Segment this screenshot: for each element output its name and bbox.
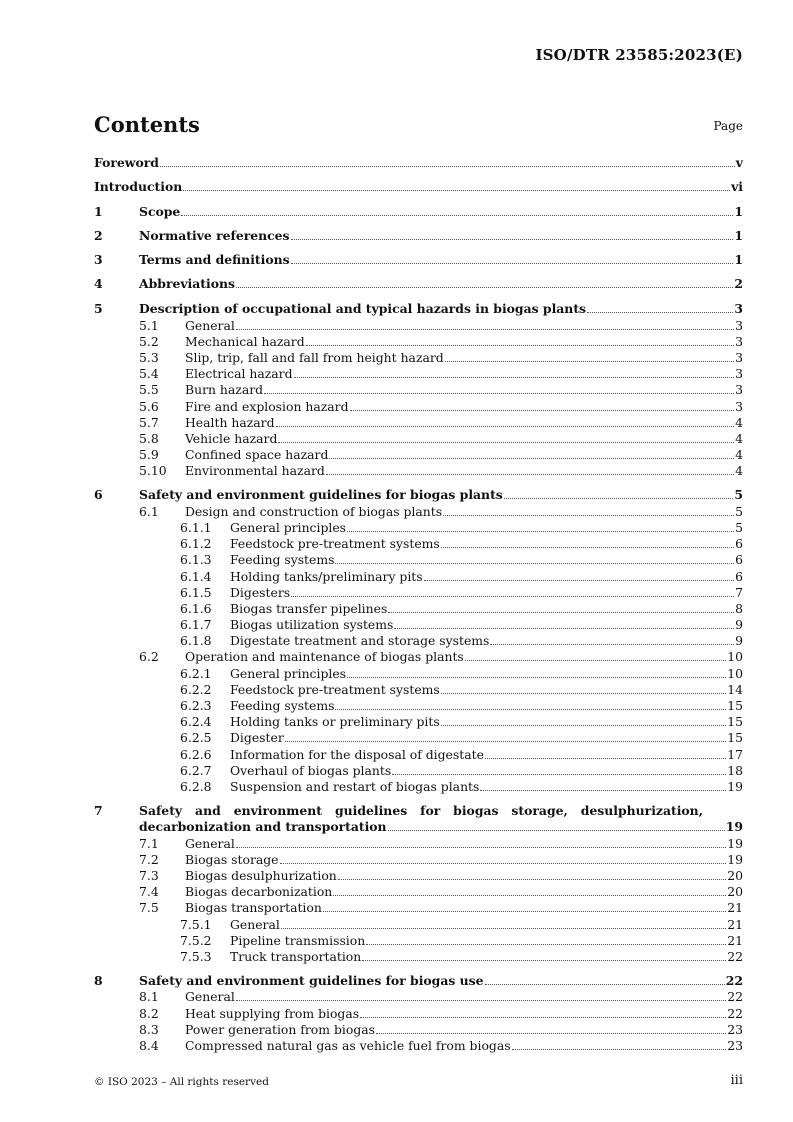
toc-entry[interactable] (94, 504, 743, 520)
dot-leader (504, 497, 734, 499)
toc-entry-page: 1 (734, 227, 743, 243)
toc-entry-number: 6.2.3 (180, 698, 212, 713)
toc-entry-title: Feedstock pre-treatment systems (230, 536, 440, 552)
toc-entry[interactable] (94, 463, 743, 479)
toc-entry-title: General (230, 916, 280, 932)
toc-entry[interactable] (94, 1022, 743, 1038)
toc-entry-page: 23 (727, 1037, 743, 1053)
dot-leader (490, 643, 734, 645)
toc-entry[interactable] (94, 666, 743, 682)
toc-entry-title: Feeding systems (230, 698, 335, 713)
toc-entry-page: 3 (735, 349, 743, 365)
toc-entry-title: Heat supplying from biogas (185, 1005, 360, 1021)
dot-leader (335, 708, 726, 710)
dot-leader (323, 910, 726, 912)
toc-entry-page: 15 (727, 730, 743, 746)
toc-entry-page: 1 (734, 252, 743, 268)
dot-leader (291, 262, 734, 264)
toc-entry[interactable] (94, 447, 743, 463)
toc-entry-page: 5 (735, 503, 743, 519)
page-title: Contents (94, 112, 200, 137)
toc-entry[interactable] (94, 431, 743, 447)
toc-entry-title: Compressed natural gas as vehicle fuel from biogas (185, 1037, 511, 1053)
toc-entry-title: General (185, 317, 235, 333)
dot-leader (326, 473, 734, 475)
toc-entry-number: 5.6 (139, 398, 159, 414)
toc-entry-number: 6.1.6 (180, 600, 212, 616)
dot-leader (441, 724, 726, 726)
toc-entry-title: Operation and maintenance of biogas plants (185, 649, 464, 665)
toc-entry[interactable] (94, 819, 743, 836)
toc-entry-number: 6.2.2 (180, 681, 212, 697)
dot-leader (512, 1048, 727, 1050)
toc-entry-title: General principles (230, 665, 347, 681)
toc-entry[interactable] (94, 204, 743, 221)
toc-entry[interactable] (94, 252, 743, 269)
toc-entry-number: 6.2.5 (180, 730, 212, 746)
toc-entry[interactable] (94, 520, 743, 536)
dot-leader (465, 659, 726, 661)
toc-entry-page: 2 (734, 276, 743, 292)
toc-entry[interactable] (94, 536, 743, 552)
toc-entry-page: 4 (735, 430, 743, 446)
toc-entry-title: Biogas transfer pipelines (230, 600, 388, 616)
copyright-notice: © ISO 2023 – All rights reserved (94, 1076, 269, 1088)
toc-entry-page: 4 (735, 447, 743, 463)
toc-entry-page: 22 (725, 972, 743, 988)
toc-entry-page: 5 (735, 519, 743, 535)
toc-entry-title: Digesters (230, 584, 291, 600)
toc-entry[interactable] (94, 1006, 743, 1022)
toc-entry-title: Mechanical hazard (185, 333, 305, 349)
dot-leader (335, 562, 734, 564)
toc-entry[interactable] (94, 334, 743, 350)
toc-entry[interactable] (94, 350, 743, 366)
toc-entry-title: Feedstock pre-treatment systems (230, 681, 440, 697)
toc-entry-number: 1 (94, 203, 103, 219)
toc-entry-page: 6 (735, 536, 743, 552)
toc-entry-title: Power generation from biogas (185, 1021, 375, 1037)
toc-entry-number: 7.5.3 (180, 948, 212, 964)
toc-entry-page: v (735, 155, 743, 170)
toc-entry-page: 3 (735, 382, 743, 398)
dot-leader (294, 376, 735, 378)
dot-leader (181, 214, 733, 216)
toc-entry[interactable] (94, 633, 743, 649)
toc-entry-number: 6.1.3 (180, 552, 212, 568)
dot-leader (264, 392, 734, 394)
toc-entry[interactable] (94, 552, 743, 568)
toc-entry-title: Environmental hazard (185, 463, 325, 479)
toc-entry[interactable] (94, 382, 743, 398)
toc-entry-page: 22 (727, 948, 743, 964)
toc-entry-page: 9 (735, 633, 743, 649)
dot-leader (485, 757, 726, 759)
toc-entry[interactable] (94, 989, 743, 1005)
toc-entry[interactable] (94, 779, 743, 795)
toc-entry-number: 5.4 (139, 366, 159, 382)
toc-entry-title: General (185, 989, 235, 1005)
dot-leader (306, 344, 734, 346)
dot-leader (360, 1016, 726, 1018)
toc-entry-page: 17 (727, 746, 743, 762)
toc-entry-page: 20 (727, 867, 743, 883)
toc-entry-number: 6.1 (139, 503, 159, 519)
toc-entry-heading-line[interactable] (94, 803, 743, 819)
toc-entry-page: 21 (727, 900, 743, 916)
toc-entry-title: Biogas storage (185, 851, 279, 867)
dot-leader (285, 740, 726, 742)
toc-entry-title: Truck transportation (230, 948, 362, 964)
toc-entry-number: 6.1.8 (180, 633, 212, 649)
toc-entry-number: 8.3 (139, 1021, 159, 1037)
toc-entry-title: Abbreviations (139, 276, 235, 292)
page-column-label: Page (713, 119, 743, 133)
toc-entry-page: 9 (735, 617, 743, 633)
toc-entry-page: 19 (727, 835, 743, 851)
toc-entry-page: 15 (727, 714, 743, 730)
toc-entry-page: 20 (727, 884, 743, 900)
toc-entry-title: Slip, trip, fall and fall from height hazard (185, 349, 444, 365)
toc-entry-number: 6.1.1 (180, 519, 212, 535)
toc-entry-title: Fire and explosion hazard (185, 398, 349, 414)
toc-entry-number: 6.2.7 (180, 762, 212, 778)
toc-entry-page: 3 (735, 333, 743, 349)
toc-entry-title: Vehicle hazard (185, 430, 278, 446)
toc-entry-page: 22 (727, 989, 743, 1005)
toc-entry-page: 7 (735, 584, 743, 600)
toc-entry-number: 7.4 (139, 884, 159, 900)
document-id: ISO/DTR 23585:2023(E) (535, 46, 743, 64)
toc-entry-page: 22 (727, 1005, 743, 1021)
toc-entry[interactable] (94, 228, 743, 245)
toc-entry[interactable] (94, 569, 743, 585)
toc-entry-number: 6.2.4 (180, 714, 212, 730)
dot-leader (333, 894, 726, 896)
toc-entry-title: Suspension and restart of biogas plants (230, 778, 480, 794)
toc-entry-number: 5.1 (139, 317, 159, 333)
toc-entry-page: 3 (734, 300, 743, 316)
toc-entry-page: 3 (735, 398, 743, 414)
toc-entry-page: vi (731, 179, 743, 195)
toc-entry-number: 5.9 (139, 447, 159, 463)
toc-entry-number: 6.2 (139, 649, 159, 665)
dot-leader (276, 425, 735, 427)
toc-entry-page: 18 (727, 762, 743, 778)
dot-leader (291, 595, 734, 597)
dot-leader (183, 189, 730, 191)
toc-entry-number: 6.2.6 (180, 746, 212, 762)
toc-entry[interactable] (94, 415, 743, 431)
dot-leader (388, 829, 725, 831)
toc-entry[interactable] (94, 763, 743, 779)
dot-leader (160, 165, 735, 167)
dot-leader (278, 441, 734, 443)
toc-entry[interactable] (94, 179, 743, 196)
toc-entry[interactable] (94, 868, 743, 884)
table-of-contents (94, 155, 743, 1054)
dot-leader (329, 457, 734, 459)
toc-entry-page: 6 (735, 568, 743, 584)
toc-entry-number: 5.10 (139, 463, 167, 479)
toc-entry-title: Biogas desulphurization (185, 867, 337, 883)
toc-entry[interactable] (94, 917, 743, 933)
toc-entry[interactable] (94, 601, 743, 617)
toc-entry-title: Normative references (139, 227, 290, 243)
toc-entry[interactable] (94, 900, 743, 916)
dot-leader (376, 1032, 726, 1034)
toc-entry-page: 19 (725, 818, 743, 834)
toc-entry[interactable] (94, 933, 743, 949)
toc-entry-page: 21 (727, 916, 743, 932)
dot-leader (291, 238, 734, 240)
toc-entry-page: 19 (727, 778, 743, 794)
dot-leader (366, 943, 726, 945)
dot-leader (362, 959, 726, 961)
dot-leader (394, 627, 734, 629)
toc-entry-page: 4 (735, 463, 743, 479)
dot-leader (281, 927, 726, 929)
dot-leader (441, 546, 734, 548)
toc-entry[interactable] (94, 714, 743, 730)
toc-entry-number: 6.2.1 (180, 665, 212, 681)
toc-entry-page: 10 (727, 649, 743, 665)
toc-entry-number: 6.1.4 (180, 568, 212, 584)
toc-entry[interactable] (94, 155, 743, 172)
toc-entry-title: General (185, 835, 235, 851)
dot-leader (424, 579, 734, 581)
toc-entry-number: 7.5.2 (180, 932, 212, 948)
toc-entry-number: 8 (94, 972, 103, 988)
toc-entry-title: Scope (139, 203, 181, 219)
toc-entry[interactable] (94, 487, 743, 504)
toc-entry-title: Pipeline transmission (230, 932, 366, 948)
toc-entry-number: 5.2 (139, 333, 159, 349)
toc-entry-number: 5.3 (139, 349, 159, 365)
dot-leader (480, 789, 726, 791)
toc-entry-title: Burn hazard (185, 382, 264, 398)
toc-entry[interactable] (94, 884, 743, 900)
toc-entry-title: Biogas utilization systems (230, 617, 394, 633)
toc-entry-title: Description of occupational and typical hazards in biogas plants (139, 300, 587, 316)
toc-entry-number: 7.2 (139, 851, 159, 867)
toc-entry-number: 8.2 (139, 1005, 159, 1021)
toc-entry-page: 23 (727, 1021, 743, 1037)
dot-leader (338, 878, 726, 880)
toc-entry[interactable] (94, 649, 743, 665)
toc-entry-title: Safety and environment guidelines for biogas storage, desulphurization, (139, 802, 703, 818)
toc-entry[interactable] (94, 682, 743, 698)
toc-entry-number: 4 (94, 276, 103, 292)
dot-leader (392, 773, 726, 775)
toc-entry[interactable] (94, 730, 743, 746)
dot-leader (236, 999, 726, 1001)
toc-entry-page: 5 (734, 486, 743, 502)
toc-entry[interactable] (94, 836, 743, 852)
toc-entry-number: 3 (94, 252, 103, 268)
toc-entry-title: Digestate treatment and storage systems (230, 633, 490, 649)
toc-entry[interactable] (94, 617, 743, 633)
dot-leader (347, 530, 734, 532)
toc-entry-page: 21 (727, 932, 743, 948)
toc-entry-number: 5 (94, 300, 103, 316)
toc-entry-title: Safety and environment guidelines for biogas plants (139, 486, 503, 502)
toc-entry[interactable] (94, 747, 743, 763)
toc-entry-number: 7.5.1 (180, 916, 212, 932)
toc-entry-number: 7.3 (139, 867, 159, 883)
toc-entry-page: 15 (727, 698, 743, 713)
dot-leader (388, 611, 734, 613)
toc-entry-title: Biogas decarbonization (185, 884, 333, 900)
toc-entry-page: 8 (735, 600, 743, 616)
toc-entry-title: Health hazard (185, 414, 275, 430)
dot-leader (280, 862, 727, 864)
toc-entry-title: Terms and definitions (139, 252, 290, 268)
toc-entry-number: 6.2.8 (180, 778, 212, 794)
toc-entry-number: 7 (94, 802, 103, 818)
toc-entry[interactable] (94, 1038, 743, 1054)
toc-entry-number: 6.1.2 (180, 536, 212, 552)
dot-leader (443, 514, 734, 516)
toc-entry[interactable] (94, 301, 743, 318)
dot-leader (347, 676, 726, 678)
toc-entry-number: 2 (94, 227, 103, 243)
toc-entry-page: 3 (735, 317, 743, 333)
toc-entry-title: Electrical hazard (185, 366, 293, 382)
toc-entry-number: 8.4 (139, 1037, 159, 1053)
toc-entry-title: Design and construction of biogas plants (185, 503, 443, 519)
toc-entry-title: General principles (230, 519, 347, 535)
toc-entry-title: decarbonization and transportation (139, 818, 387, 834)
toc-entry-title: Digester (230, 730, 284, 746)
toc-entry-number: 5.8 (139, 430, 159, 446)
toc-entry[interactable] (94, 366, 743, 382)
toc-entry[interactable] (94, 698, 743, 714)
toc-entry-page: 6 (735, 552, 743, 568)
toc-entry[interactable] (94, 949, 743, 965)
dot-leader (445, 360, 734, 362)
toc-entry-number: 6.1.7 (180, 617, 212, 633)
toc-entry-number: 6 (94, 486, 103, 502)
toc-entry-page: 14 (727, 681, 743, 697)
toc-entry-number: 6.1.5 (180, 584, 212, 600)
toc-entry-number: 7.1 (139, 835, 159, 851)
toc-entry-number: 5.7 (139, 414, 159, 430)
toc-entry[interactable] (94, 852, 743, 868)
toc-entry-title: Holding tanks or preliminary pits (230, 714, 440, 730)
toc-entry-title: Feeding systems (230, 552, 335, 568)
toc-entry-number: 5.5 (139, 382, 159, 398)
toc-entry-page: 19 (727, 851, 743, 867)
page-number: iii (730, 1073, 743, 1088)
toc-entry[interactable] (94, 276, 743, 293)
toc-entry[interactable] (94, 399, 743, 415)
toc-entry-page: 10 (727, 665, 743, 681)
toc-entry-number: 8.1 (139, 989, 159, 1005)
toc-entry-title: Introduction (94, 179, 183, 195)
toc-entry-title: Biogas transportation (185, 900, 322, 916)
toc-entry[interactable] (94, 318, 743, 334)
toc-entry-number: 7.5 (139, 900, 159, 916)
toc-entry-title: Information for the disposal of digestate (230, 746, 484, 762)
toc-entry-title: Foreword (94, 155, 159, 170)
dot-leader (236, 328, 734, 330)
dot-leader (587, 311, 733, 313)
dot-leader (485, 983, 725, 985)
toc-entry-title: Confined space hazard (185, 447, 329, 463)
dot-leader (236, 846, 726, 848)
toc-entry-title: Overhaul of biogas plants (230, 762, 392, 778)
toc-entry-page: 1 (734, 203, 743, 219)
toc-entry[interactable] (94, 585, 743, 601)
toc-entry-title: Safety and environment guidelines for biogas use (139, 972, 484, 988)
toc-entry-title: Holding tanks/preliminary pits (230, 568, 423, 584)
toc-entry-page: 3 (735, 366, 743, 382)
toc-entry[interactable] (94, 973, 743, 990)
dot-leader (441, 692, 726, 694)
dot-leader (350, 409, 735, 411)
dot-leader (236, 286, 733, 288)
toc-entry-page: 4 (735, 414, 743, 430)
